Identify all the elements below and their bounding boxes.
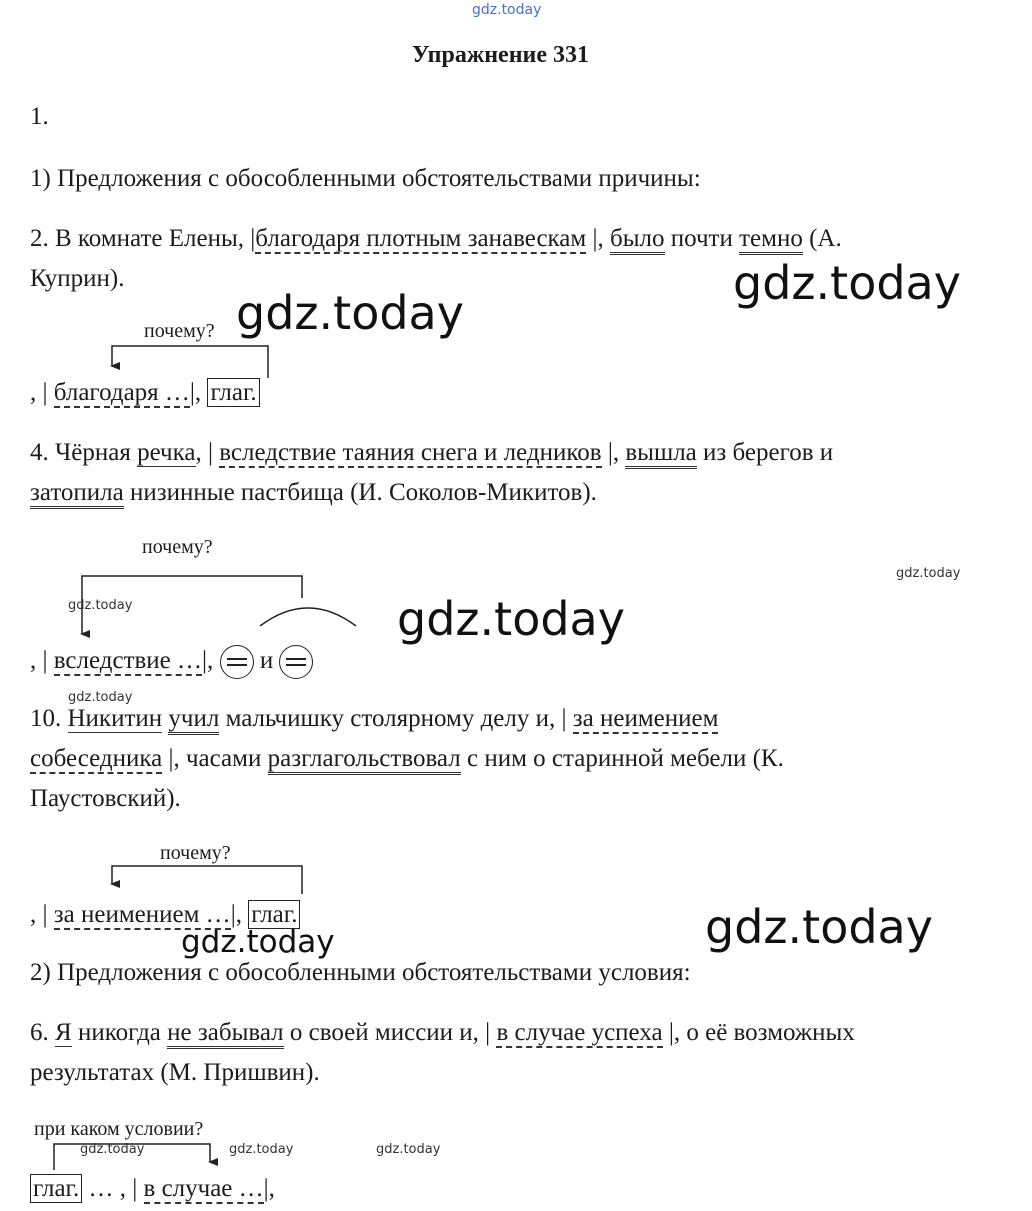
arrow-line — [112, 346, 268, 378]
subject: Я — [55, 1019, 72, 1046]
page-title: Упражнение 331 — [412, 42, 590, 68]
sentence-4-line-2: затопила низинные пастбища (И. Соколов-Микитов). — [30, 476, 597, 510]
adverbial: благодаря плотным занавескам — [255, 225, 587, 252]
adverbial: за неимением — [572, 705, 719, 732]
scheme-1: , | благодаря …|, глаг. — [30, 376, 260, 410]
scheme-question: при каком условии? — [34, 1118, 204, 1140]
watermark-small: gdz.today — [376, 1142, 441, 1157]
adverbial: собеседника — [30, 745, 163, 772]
sentence-2-line-1: 2. В комнате Елены, |благодаря плотным занавескам |, было почти темно (А. — [30, 222, 842, 256]
predicate: темно — [739, 225, 803, 255]
watermark-top: gdz.today — [472, 2, 542, 18]
adverbial: вследствие таяния снега и ледников — [219, 439, 602, 466]
adverbial: в случае успеха — [496, 1019, 663, 1046]
sentence-6-line-2: результатах (М. Пришвин). — [30, 1059, 320, 1086]
sentence-4-line-1: 4. Чёрная речка, | вследствие таяния снега и ледников |, вышла из берегов и — [30, 436, 833, 470]
subject: речка — [137, 439, 196, 466]
scheme-question: почему? — [160, 842, 231, 864]
verb-box: глаг. — [207, 378, 259, 407]
verb-box: глаг. — [30, 1174, 82, 1203]
subject: Никитин — [67, 705, 163, 732]
predicate: затопила — [30, 479, 124, 509]
watermark: gdz.today — [397, 592, 625, 646]
predicate: не забывал — [167, 1019, 283, 1049]
part-number: 1. — [30, 103, 49, 130]
verb-box: глаг. — [248, 900, 300, 929]
watermark-small: gdz.today — [80, 1142, 145, 1157]
sentence-10-line-3: Паустовский). — [30, 785, 181, 812]
predicate: было — [610, 225, 665, 255]
arrow-line — [82, 576, 302, 634]
scheme-3: , | за неимением …|, глаг. — [30, 898, 300, 932]
watermark: gdz.today — [733, 256, 961, 310]
predicate: вышла — [625, 439, 696, 469]
heading-cause: 1) Предложения с обособленными обстоятельствами причины: — [30, 165, 701, 192]
sentence-2-line-2: Куприн). — [30, 265, 125, 292]
scheme-4: глаг. … , | в случае …|, — [30, 1172, 275, 1206]
watermark: gdz.today — [236, 286, 464, 340]
watermark: gdz.today — [181, 924, 335, 960]
heading-condition: 2) Предложения с обособленными обстоятельствами условия: — [30, 959, 691, 986]
watermark-small: gdz.today — [229, 1142, 294, 1157]
scheme-question: почему? — [142, 536, 213, 558]
watermark-small: gdz.today — [896, 566, 961, 581]
homogeneous-arc — [260, 608, 356, 626]
sentence-10-line-1: 10. Никитин учил мальчишку столярному делу и, | за неимением — [30, 702, 718, 736]
watermark-small: gdz.today — [68, 690, 133, 705]
watermark-small: gdz.today — [68, 598, 133, 613]
scheme-2: , | вследствие …|, и — [30, 644, 313, 679]
sentence-6-line-1: 6. Я никогда не забывал о своей миссии и, | в случае успеха |, о её возможных — [30, 1016, 855, 1050]
watermark: gdz.today — [705, 900, 933, 954]
scheme-question: почему? — [144, 320, 215, 342]
sentence-10-line-2: собеседника |, часами разглагольствовал с ним о старинной мебели (К. — [30, 742, 784, 776]
arrow-line — [112, 866, 302, 894]
arrow-line — [54, 1144, 210, 1170]
predicate: учил — [168, 705, 219, 735]
predicate: разглагольствовал — [268, 745, 461, 775]
